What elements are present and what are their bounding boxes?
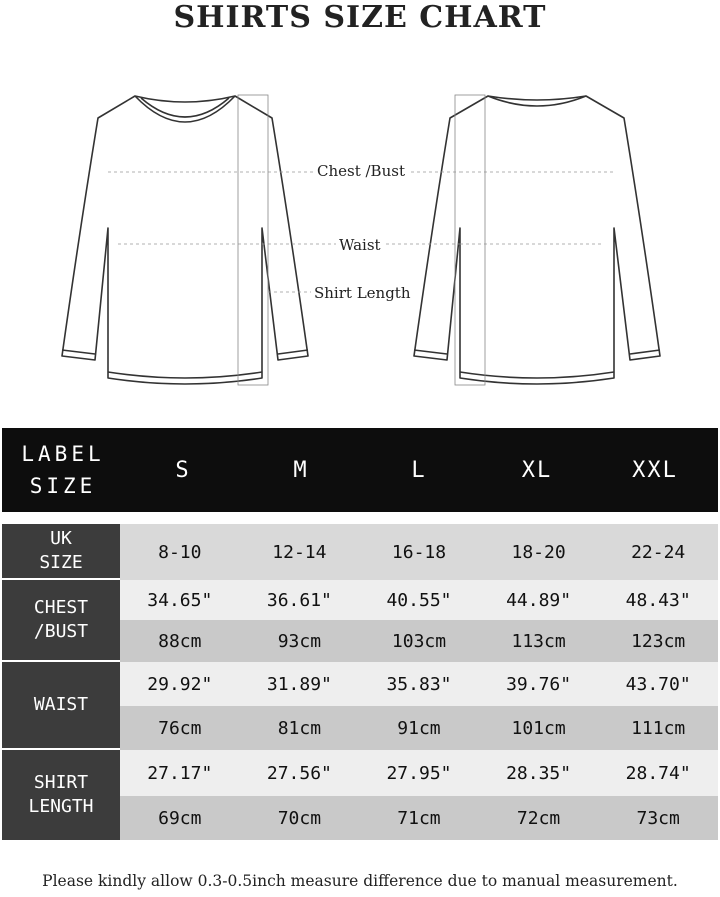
front-shirt-outline: [62, 96, 308, 384]
table-cell: 35.83": [386, 673, 452, 695]
chest-bust-label: Chest /Bust: [314, 162, 408, 180]
table-cell: 40.55": [386, 589, 452, 611]
table-cell: 29.92": [147, 673, 213, 695]
label-size-header: [2, 428, 124, 512]
waist-inches-row: [120, 662, 718, 706]
table-cell: 31.89": [266, 673, 332, 695]
measurement-note: Please kindly allow 0.3-0.5inch measure difference due to manual measurement.: [42, 872, 678, 890]
chest-inches-row: [120, 580, 718, 620]
waist-cm-row: [120, 706, 718, 750]
table-cell: 70cm: [277, 807, 322, 829]
table-cell: 93cm: [277, 630, 322, 652]
length-head-line1: SHIRT: [33, 772, 89, 793]
table-cell: 71cm: [397, 807, 441, 829]
table-cell: 91cm: [397, 717, 441, 739]
length-head-line2: LENGTH: [28, 796, 94, 817]
table-cell: 27.17": [147, 762, 213, 784]
chest-cm-row: [120, 620, 718, 662]
table-cell: 34.65": [147, 589, 213, 611]
table-cell: 28.35": [506, 762, 572, 784]
uk-size-head-line1: UK: [50, 528, 72, 549]
size-xxl-header: XXL: [632, 457, 678, 483]
waist-row-header: [2, 662, 120, 750]
length-cm-row: [120, 796, 718, 840]
table-cell: 36.61": [266, 589, 332, 611]
size-l-header: L: [411, 457, 427, 483]
chest-head-line2: /BUST: [33, 621, 89, 642]
table-cell: 22-24: [631, 541, 686, 563]
table-cell: 81cm: [277, 717, 322, 739]
uk-size-row-header: [2, 524, 120, 580]
table-cell: 27.56": [266, 762, 332, 784]
shirt-length-row-header: [2, 750, 120, 840]
back-shirt-outline: [414, 96, 660, 384]
table-cell: 44.89": [506, 589, 572, 611]
shirt-length-label: Shirt Length: [311, 284, 414, 302]
table-cell: 43.70": [625, 673, 691, 695]
table-cell: 18-20: [511, 541, 566, 563]
table-cell: 48.43": [625, 589, 691, 611]
table-cell: 111cm: [631, 717, 686, 739]
uk-size-head-line2: SIZE: [39, 552, 83, 573]
table-cell: 8-10: [158, 541, 202, 563]
chest-row-header: [2, 580, 120, 662]
table-cell: 76cm: [158, 717, 202, 739]
size-m-header: M: [293, 457, 309, 483]
length-inches-row: [120, 750, 718, 796]
chest-head-line1: CHEST: [33, 597, 89, 618]
size-xl-header: XL: [521, 457, 553, 483]
table-cell: 101cm: [511, 717, 566, 739]
table-cell: 88cm: [158, 630, 202, 652]
size-s-header: S: [175, 457, 191, 483]
table-cell: 12-14: [272, 541, 327, 563]
label-header-line1: LABEL: [21, 442, 105, 466]
table-cell: 28.74": [625, 762, 691, 784]
table-cell: 69cm: [158, 807, 202, 829]
uk-size-row: [120, 524, 718, 580]
size-header-line2: SIZE: [29, 474, 97, 498]
table-cell: 39.76": [506, 673, 572, 695]
page-title: SHIRTS SIZE CHART: [173, 0, 547, 35]
waist-label: Waist: [336, 236, 384, 254]
front-neckline: [135, 96, 235, 122]
size-table: [2, 524, 718, 840]
table-cell: 73cm: [636, 807, 680, 829]
size-header-bar: [2, 428, 718, 512]
table-cell: 113cm: [511, 630, 566, 652]
table-cell: 72cm: [516, 807, 561, 829]
table-cell: 16-18: [391, 541, 447, 563]
shirt-diagram: [0, 78, 720, 398]
table-cell: 123cm: [631, 630, 686, 652]
table-cell: 27.95": [386, 762, 452, 784]
waist-head-line1: WAIST: [33, 694, 89, 715]
table-cell: 103cm: [391, 630, 447, 652]
